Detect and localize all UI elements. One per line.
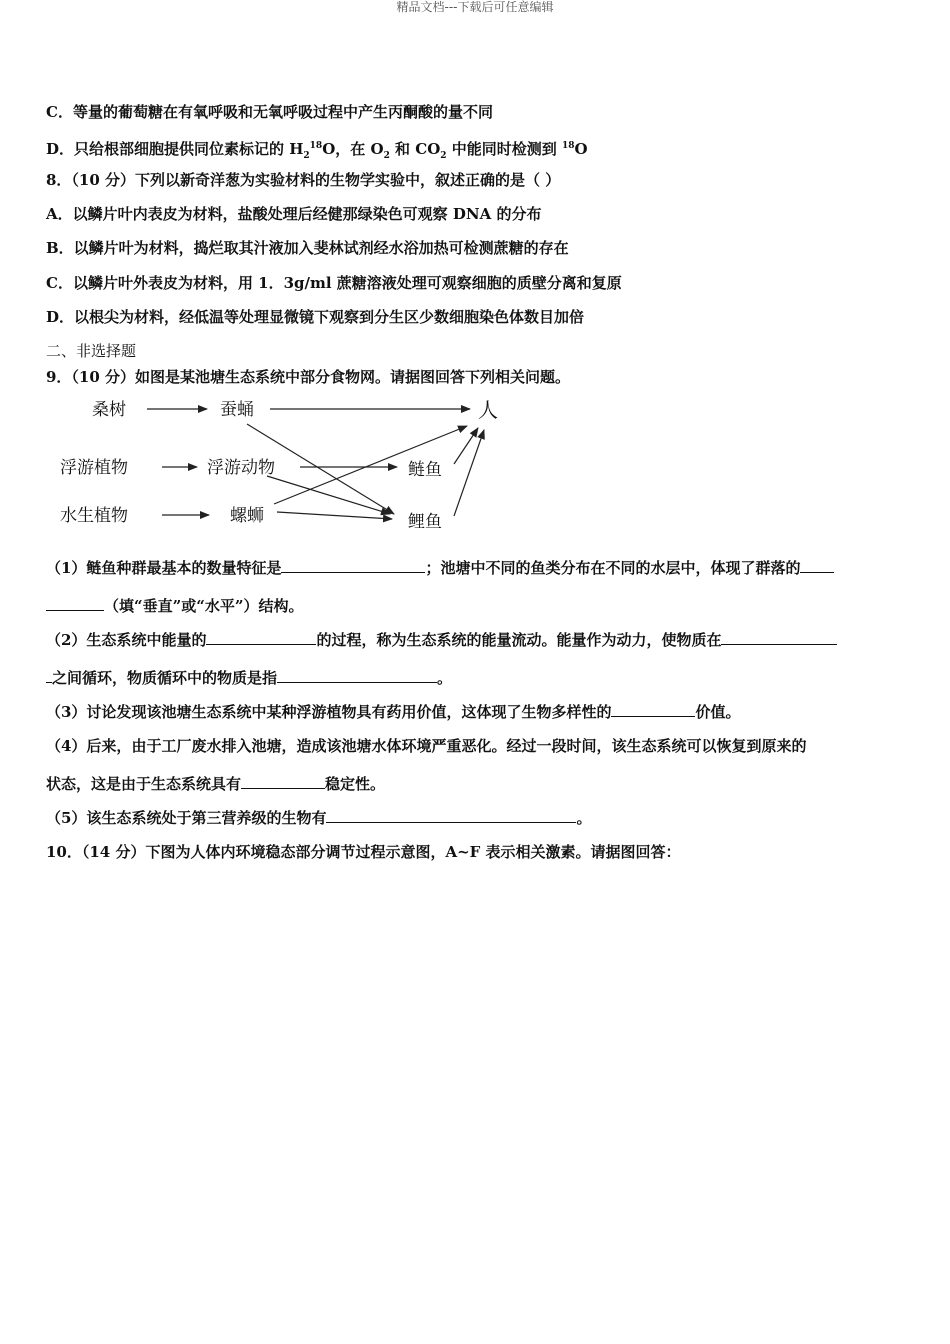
q9-part3: （3）讨论发现该池塘生态系统中某种浮游植物具有药用价值，这体现了生物多样性的 价值。 (46, 703, 741, 721)
q8-option-b: B．以鳞片叶为材料，捣烂取其汁液加入斐林试剂经水浴加热可检测蔗糖的存在 (46, 239, 569, 257)
node-fuyou-dongwu: 浮游动物 (207, 458, 275, 478)
answer-blank[interactable] (281, 558, 425, 573)
answer-blank[interactable] (241, 774, 325, 789)
node-ren: 人 (478, 398, 498, 422)
q7-option-c: C．等量的葡萄糖在有氧呼吸和无氧呼吸过程中产生丙酮酸的量不同 (46, 103, 493, 121)
node-luosi: 螺蛳 (230, 506, 264, 526)
q8-option-a: A．以鳞片叶内表皮为材料，盐酸处理后经健那绿染色可观察 DNA 的分布 (46, 205, 542, 223)
q9-part1-line1: （1）鲢鱼种群最基本的数量特征是 ；池塘中不同的鱼类分布在不同的水层中，体现了群落的 (46, 558, 834, 578)
answer-blank[interactable] (206, 630, 316, 645)
answer-blank[interactable] (800, 558, 834, 573)
node-sangshu: 桑树 (92, 400, 126, 420)
answer-blank[interactable] (277, 668, 437, 683)
answer-blank[interactable] (46, 596, 104, 611)
q8-stem: 8．（10 分）下列以新奇洋葱为实验材料的生物学实验中，叙述正确的是（ ） (46, 171, 561, 189)
q9-part5: （5）该生态系统处于第三营养级的生物有 。 (46, 809, 592, 827)
q9-part2-line2: 之间循环，物质循环中的物质是指 。 (46, 668, 452, 688)
q9-part4-line1: （4）后来，由于工厂废水排入池塘，造成该池塘水体环境严重恶化。经过一段时间，该生态系统可以恢复到原来的 (46, 737, 807, 755)
node-fuyou-zhiwu: 浮游植物 (60, 458, 128, 478)
arrow-luosi-liyu (277, 512, 392, 519)
arrow-liyu-ren (454, 430, 484, 516)
food-web-diagram (52, 390, 512, 540)
q9-stem: 9．（10 分）如图是某池塘生态系统中部分食物网。请据图回答下列相关问题。 (46, 368, 571, 386)
q10-stem: 10．（14 分）下图为人体内环境稳态部分调节过程示意图，A~F 表示相关激素。请据图回答： (46, 843, 681, 861)
section-title: 二、非选择题 (46, 342, 137, 360)
page-header: 精品文档---下载后可任意编辑 (396, 0, 554, 14)
q8-option-c: C．以鳞片叶外表皮为材料，用 1．3g/ml 蔗糖溶液处理可观察细胞的质壁分离和复原 (46, 274, 622, 292)
node-lianyu: 鲢鱼 (408, 460, 442, 480)
q9-part2-line1: （2）生态系统中能量的 的过程，称为生态系统的能量流动。能量作为动力，使物质在 (46, 630, 837, 650)
q9-part1-line2: （填“垂直”或“水平”）结构。 (46, 596, 304, 616)
q7-option-d: D．只给根部细胞提供同位素标记的 $H_2^{18}O$，在 $O_2$ 和 $CO_2$ 中能同时检测到 $^{18}$O (46, 140, 588, 161)
node-shuisheng-zhiwu: 水生植物 (60, 506, 128, 526)
answer-blank[interactable] (611, 702, 695, 717)
node-liyu: 鲤鱼 (408, 512, 442, 532)
q9-part4-line2: 状态，这是由于生态系统具有 稳定性。 (46, 775, 386, 793)
q8-option-d: D．以根尖为材料，经低温等处理显微镜下观察到分生区少数细胞染色体数目加倍 (46, 308, 585, 326)
answer-blank[interactable] (721, 630, 837, 645)
answer-blank[interactable] (326, 808, 576, 823)
node-canyong: 蚕蛹 (220, 400, 254, 420)
